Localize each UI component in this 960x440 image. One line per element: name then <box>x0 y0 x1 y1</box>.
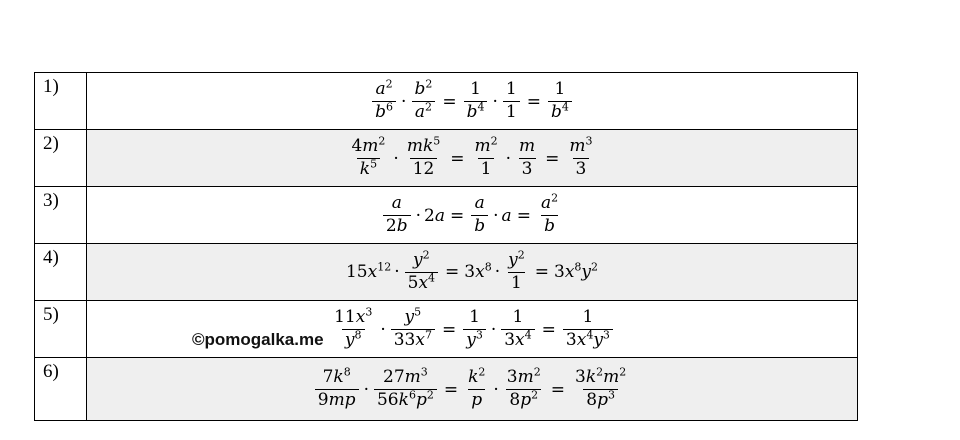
expression-cell <box>87 187 858 244</box>
formula: $\frac{4m^2}{k^5}$ · $\frac{mk^5}{12}$ = $\frac{m^2}{1}$ · $\frac{m}{3}$ = $\frac{m^3}{3}$ <box>351 134 593 179</box>
formula: $\frac{a^2}{b^6}$ · $\frac{b^2}{a^2}$ = $\frac{1}{b^4}$ · $\frac{1}{1}$ = $\frac{1}{b^4}$ <box>370 80 574 122</box>
row-number: 6) <box>35 358 87 421</box>
row-number: 4) <box>35 244 87 301</box>
expression-cell <box>87 244 858 301</box>
row-number: 5) <box>35 301 87 358</box>
table-row <box>35 130 858 187</box>
expression-cell <box>87 358 858 421</box>
table-row <box>35 358 858 421</box>
row-number: 1) <box>35 73 87 130</box>
expression-cell <box>87 130 858 187</box>
row-number: 2) <box>35 130 87 187</box>
table-row <box>35 301 858 358</box>
table-row <box>35 187 858 244</box>
expression-cell <box>87 73 858 130</box>
watermark: ©pomogalka.me <box>192 330 324 349</box>
formula: $\frac{11x^3}{y^8}$ · $\frac{y^5}{33x^7}$ = $\frac{1}{y^3}$ · $\frac{1}{3x^4}$ = $\frac{1}{3x^4y^3}$ <box>329 308 615 350</box>
row-number: 3) <box>35 187 87 244</box>
formula: $15x^{12}$ · $\frac{y^2}{5x^4}$ = $3x^8$ · $\frac{y^2}{1}$ = $3x^8y^2$ <box>345 248 599 293</box>
solutions-table <box>34 72 858 421</box>
formula: $\frac{a}{2b}$ · 2a = $\frac{a}{b}$ · a = $\frac{a^2}{b}$ <box>381 194 563 236</box>
table-row <box>35 244 858 301</box>
formula: $\frac{7k^8}{9mp}$ · $\frac{27m^3}{56k^6p^2}$ = $\frac{k^2}{p}$ · $\frac{3m^2}{8p^2}$ = $\frac{3k^2m^2}{8p^3}$ <box>313 368 632 410</box>
table-row <box>35 73 858 130</box>
